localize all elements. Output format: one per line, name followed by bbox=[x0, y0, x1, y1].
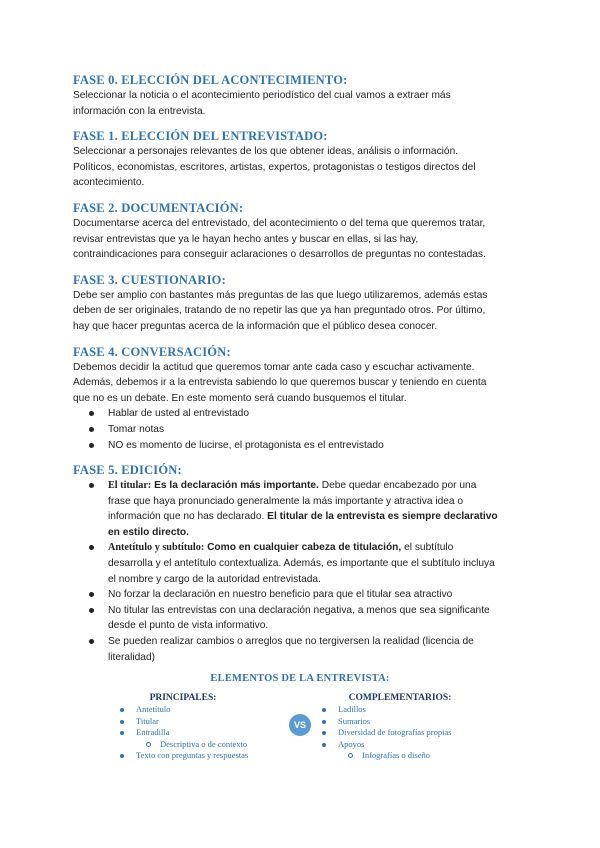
sub-list-item bbox=[320, 750, 510, 762]
list-item bbox=[320, 727, 510, 739]
fase-4-bullet-list bbox=[73, 406, 533, 453]
text-line: hay que hacer preguntas acerca de la información que el público desea conocer. bbox=[73, 320, 438, 332]
circle-bullet-icon bbox=[348, 753, 353, 758]
text-line: revisar entrevistas que ya le hayan hecho antes y buscar en ellas, si las hay, bbox=[73, 233, 419, 245]
bullet-icon bbox=[89, 545, 94, 550]
list-item-antetitulo bbox=[73, 540, 533, 587]
bullet-icon bbox=[322, 731, 326, 735]
bullet-icon bbox=[89, 592, 94, 597]
principales-heading: PRINCIPALES: bbox=[149, 693, 217, 703]
fase-4-heading: FASE 4. CONVERSACIÓN: bbox=[73, 344, 231, 359]
text-line: frase que haya pronunciado generalmente la más importante y atractiva idea o bbox=[108, 495, 464, 507]
bullet-icon bbox=[89, 443, 94, 448]
list-item-text: Tomar notas bbox=[108, 423, 165, 435]
bullet-icon bbox=[89, 483, 94, 488]
principales-column bbox=[118, 693, 288, 762]
principales-list bbox=[118, 704, 288, 762]
text-line: Seleccionar a personajes relevantes de los que obtener ideas, análisis o información. bbox=[73, 146, 459, 158]
fase-0-heading: FASE 0. ELECCIÓN DEL ACONTECIMIENTO: bbox=[73, 73, 348, 87]
fase-5-section bbox=[73, 462, 533, 665]
text-line: desarrolla y el antetítulo contextualiza. Además, es importante que el subtítulo incluya bbox=[108, 558, 495, 570]
list-item bbox=[73, 406, 533, 422]
text-line: el subtítulo bbox=[401, 542, 454, 554]
list-item bbox=[320, 704, 510, 716]
text-line: literalidad) bbox=[108, 651, 155, 663]
bullet-icon bbox=[89, 427, 94, 432]
list-item bbox=[320, 716, 510, 728]
list-item bbox=[118, 716, 288, 728]
bullet-icon bbox=[89, 608, 94, 613]
bold-text: Es la declaración más importante. bbox=[151, 480, 319, 492]
list-item bbox=[73, 634, 533, 665]
bold-text: Como en cualquier cabeza de titulación, bbox=[204, 542, 402, 554]
list-item bbox=[73, 438, 533, 454]
text-line: No forzar la declaración en nuestro beneficio para que el titular sea atractivo bbox=[108, 589, 453, 601]
text-line: Políticos, economistas, escritores, artistas, expertos, protagonistas o testigos directos del bbox=[73, 161, 476, 173]
list-item-text: Texto con preguntas y respuestas bbox=[136, 750, 249, 760]
text-line: Se pueden realizar cambios o arreglos que no tergiversen la realidad (licencia de bbox=[108, 636, 474, 648]
list-item bbox=[118, 704, 288, 716]
fase-5-heading: FASE 5. EDICIÓN: bbox=[73, 463, 182, 478]
elementos-title: ELEMENTOS DE LA ENTREVISTA: bbox=[210, 673, 390, 684]
fase-2-text bbox=[73, 216, 533, 263]
fase-2-section bbox=[73, 200, 533, 263]
bullet-icon bbox=[89, 411, 94, 416]
fase-1-section bbox=[73, 128, 533, 191]
bold-text: en estilo directo. bbox=[108, 526, 189, 538]
list-item bbox=[73, 603, 533, 634]
text-line: que no es un debate. En este momento será cuando busquemos el titular. bbox=[73, 392, 407, 404]
list-item bbox=[118, 750, 288, 762]
text-line: No titular las entrevistas con una declaración negativa, a menos que sea significante bbox=[108, 604, 490, 616]
list-item-text: Infografías o diseño bbox=[362, 750, 430, 760]
text-line: Además, debemos ir a la entrevista sabiendo lo que queremos buscar y teniendo en cuenta bbox=[73, 377, 487, 389]
fase-4-section bbox=[73, 344, 533, 454]
bullet-icon bbox=[322, 720, 326, 724]
list-item bbox=[73, 422, 533, 438]
bullet-icon bbox=[120, 720, 124, 724]
vs-badge: VS bbox=[289, 714, 311, 736]
text-line: Debe quedar encabezado por una bbox=[318, 480, 477, 492]
list-item-text: Entradilla bbox=[136, 727, 170, 737]
bold-text: El titular de la entrevista es siempre declarativo bbox=[264, 511, 498, 523]
text-line: desde el punto de vista informativo. bbox=[108, 620, 269, 632]
list-item-text: Antetítulo bbox=[136, 704, 171, 714]
text-line: deben de ser originales, tratando de no repetir las que ya han preguntado otros. Por último, bbox=[73, 305, 486, 317]
fase-1-heading: FASE 1. ELECCIÓN DEL ENTREVISTADO: bbox=[73, 129, 328, 144]
fase-2-heading: FASE 2. DOCUMENTACIÓN: bbox=[73, 200, 244, 215]
text-line: información con la entrevista. bbox=[73, 105, 206, 117]
complementarios-column bbox=[320, 693, 510, 762]
list-item bbox=[118, 727, 288, 739]
bullet-icon bbox=[322, 708, 326, 712]
text-line: Debe ser amplio con bastantes más preguntas de las que luego utilizaremos, además estas bbox=[73, 289, 488, 301]
list-item-text: NO es momento de lucirse, el protagonista es el entrevistado bbox=[108, 439, 384, 451]
term-label: Antetítulo y subtítulo: bbox=[108, 542, 205, 554]
term-label: El titular: bbox=[108, 480, 152, 492]
fase-3-section bbox=[73, 272, 533, 335]
text-line: información que no has declarado. bbox=[108, 511, 265, 523]
fase-3-text bbox=[73, 288, 533, 335]
fase-3-heading: FASE 3. CUESTIONARIO: bbox=[73, 272, 226, 287]
list-item bbox=[73, 587, 533, 603]
bullet-icon bbox=[120, 731, 124, 735]
text-line: Seleccionar la noticia o el acontecimiento periodístico del cual vamos a extraer más bbox=[73, 90, 451, 101]
circle-bullet-icon bbox=[146, 742, 151, 747]
bullet-icon bbox=[120, 708, 124, 712]
sub-list-item bbox=[118, 739, 288, 751]
bullet-icon bbox=[89, 639, 94, 644]
text-line: contraindicaciones para conseguir aclaraciones o desarrollos de preguntas no contestadas. bbox=[73, 249, 486, 261]
list-item-titular bbox=[73, 478, 533, 540]
fase-5-bullet-list bbox=[73, 478, 533, 665]
complementarios-list bbox=[320, 704, 510, 762]
list-item-text: Diversidad de fotografías propias bbox=[338, 727, 452, 737]
text-line: acontecimiento. bbox=[73, 177, 145, 189]
list-item-text: Hablar de usted al entrevistado bbox=[108, 408, 250, 420]
fase-0-text bbox=[73, 88, 533, 119]
list-item-text: Apoyos bbox=[338, 738, 365, 749]
text-line: Documentarse acerca del entrevistado, del acontecimiento o del tema que queremos tratar, bbox=[73, 217, 486, 229]
list-item-text: Ladillos bbox=[338, 704, 366, 714]
list-item bbox=[320, 739, 510, 751]
list-item-text: Sumarios bbox=[338, 715, 371, 726]
document-body bbox=[73, 72, 533, 665]
complementarios-heading: COMPLEMENTARIOS: bbox=[348, 693, 452, 703]
bullet-icon bbox=[322, 743, 326, 747]
list-item-text: Descriptiva o de contexto bbox=[160, 738, 248, 749]
text-line: el nombre y cargo de la autoridad entrevistada. bbox=[108, 573, 321, 585]
fase-0-section bbox=[73, 72, 533, 119]
text-line: Debemos decidir la actitud que queremos tomar ante cada caso y escuchar activamente. bbox=[73, 361, 475, 373]
bullet-icon bbox=[120, 754, 124, 758]
list-item-text: Titular bbox=[136, 715, 159, 726]
fase-4-text bbox=[73, 360, 533, 407]
fase-1-text bbox=[73, 144, 533, 191]
